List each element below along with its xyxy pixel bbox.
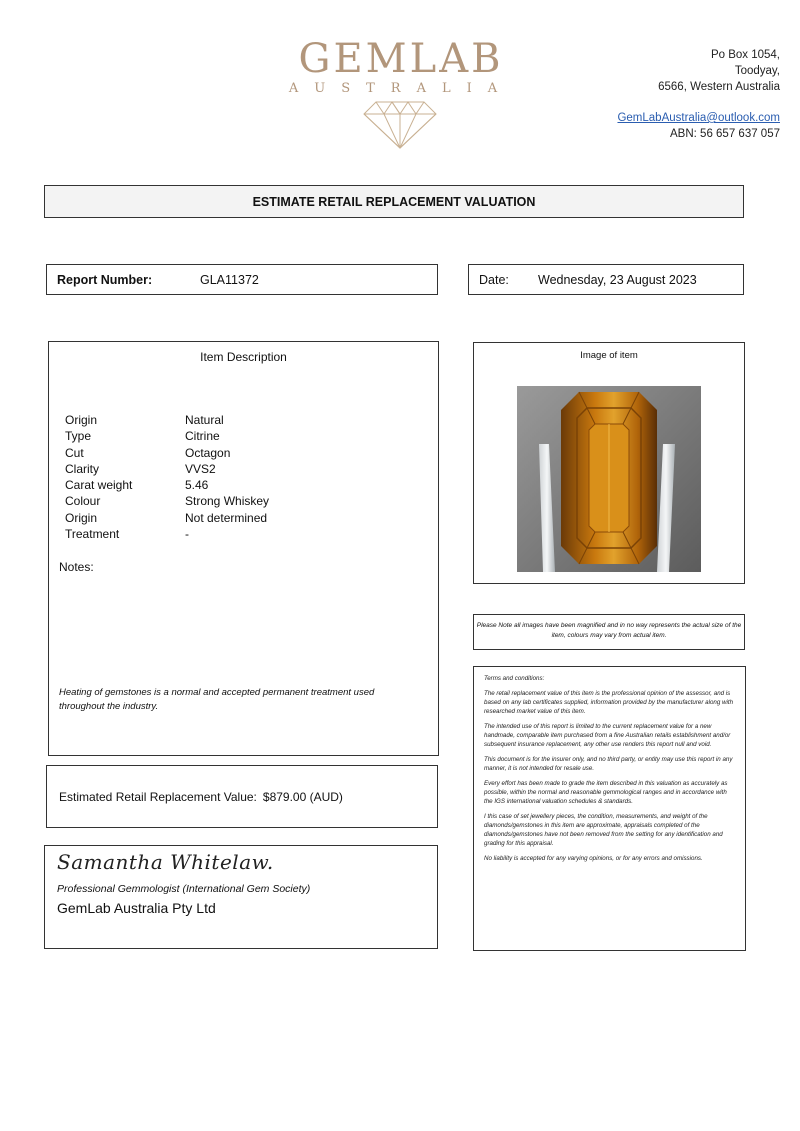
- logo-wordmark: GEMLAB: [298, 36, 504, 82]
- valuation-label: Estimated Retail Replacement Value:: [59, 789, 257, 804]
- terms-heading: Terms and conditions:: [484, 675, 545, 682]
- property-row: [65, 412, 269, 428]
- property-row: [65, 428, 269, 444]
- property-key: Carat weight: [65, 478, 133, 493]
- diamond-logo-icon: [362, 100, 438, 155]
- property-list: [65, 412, 269, 542]
- property-value: Natural: [185, 413, 224, 427]
- item-description-box: [48, 341, 439, 756]
- company-name: GemLab Australia Pty Ltd: [57, 900, 216, 916]
- document-title: ESTIMATE RETAIL REPLACEMENT VALUATION: [44, 185, 744, 218]
- property-value: VVS2: [185, 461, 216, 476]
- property-value: -: [185, 527, 189, 542]
- gemstone-photo: [517, 386, 701, 572]
- report-number-value: GLA11372: [200, 272, 259, 287]
- property-key: Colour: [65, 494, 101, 509]
- report-number-box: [46, 264, 438, 295]
- property-row: [65, 461, 269, 477]
- address-line-3: 6566, Western Australia: [658, 81, 780, 93]
- report-number-label: Report Number:: [57, 272, 153, 287]
- property-row: [65, 493, 269, 509]
- signatory-title: Professional Gemmologist (International Gem Society): [57, 883, 311, 895]
- terms-paragraph: This document is for the insurer only, and no third party, or entity may use this report in any manner, it is not intended for resale use.: [484, 756, 733, 772]
- property-value: 5.46: [185, 478, 209, 493]
- property-value: Strong Whiskey: [185, 494, 270, 509]
- address-line-1: Po Box 1054,: [710, 49, 780, 61]
- handwritten-signature: Samantha Whitelaw.: [57, 850, 274, 874]
- property-key: Clarity: [65, 461, 100, 476]
- heating-note: Heating of gemstones is a normal and accepted permanent treatment used throughout the industry.: [59, 687, 375, 712]
- property-row: [65, 510, 269, 526]
- property-row: [65, 477, 269, 493]
- date-label: Date:: [479, 272, 509, 287]
- property-key: Origin: [65, 413, 98, 427]
- property-value: Not determined: [185, 510, 268, 525]
- property-key: Type: [65, 429, 92, 444]
- item-image-heading: Image of item: [580, 350, 638, 361]
- notes-label: Notes:: [59, 560, 94, 574]
- terms-paragraph: The intended use of this report is limited to the current replacement value for a new handmade, comparable item purchased from a fine Australian retails establishment and/or subsequent insurance replacement, any other use renders this report null and void.: [484, 723, 731, 748]
- date-box: [468, 264, 744, 295]
- property-value: Citrine: [185, 429, 220, 444]
- image-disclaimer: Please Note all images have been magnified and in no way represents the actual size of the item, colours may vary from actual item.: [473, 614, 745, 650]
- item-image-box: [473, 342, 745, 584]
- property-key: Origin: [65, 510, 98, 525]
- item-description-heading: Item Description: [200, 350, 287, 364]
- valuation-box: [46, 765, 438, 828]
- property-row: [65, 445, 269, 461]
- property-key: Treatment: [65, 527, 120, 542]
- terms-paragraph: The retail replacement value of this item is the professional opinion of the assessor, and is based on any lab certificates supplied, information provided by the manufacturer along with researched market value of this item.: [484, 690, 734, 715]
- valuation-amount: $879.00 (AUD): [262, 789, 343, 804]
- logo-subtitle: AUSTRALIA: [288, 81, 514, 96]
- terms-box: [473, 666, 746, 951]
- address-line-2: Toodyay,: [734, 65, 780, 77]
- abn-number: ABN: 56 657 637 057: [670, 128, 780, 140]
- terms-paragraph: No liability is accepted for any varying opinions, or for any errors and omissions.: [484, 855, 703, 862]
- terms-paragraph: Every effort has been made to grade the item described in this valuation as accurately as possible, within the normal and reasonable gemmological ranges and in accordance with the IGS international valuation schedules & standards.: [484, 780, 728, 805]
- property-value: Octagon: [185, 445, 231, 460]
- email-link[interactable]: GemLabAustralia@outlook.com: [617, 112, 780, 124]
- property-row: [65, 526, 269, 542]
- date-value: Wednesday, 23 August 2023: [538, 272, 697, 287]
- address-block: [617, 47, 780, 142]
- signature-box: [44, 845, 438, 949]
- property-key: Cut: [65, 445, 84, 460]
- terms-paragraph: I this case of set jewellery pieces, the condition, measurements, and weight of the diamonds/gemstones in this item are approximate, appraisals completed of the diamonds/gemstones have not been removed from the setting for any identification and grading for this appraisal.: [484, 813, 723, 847]
